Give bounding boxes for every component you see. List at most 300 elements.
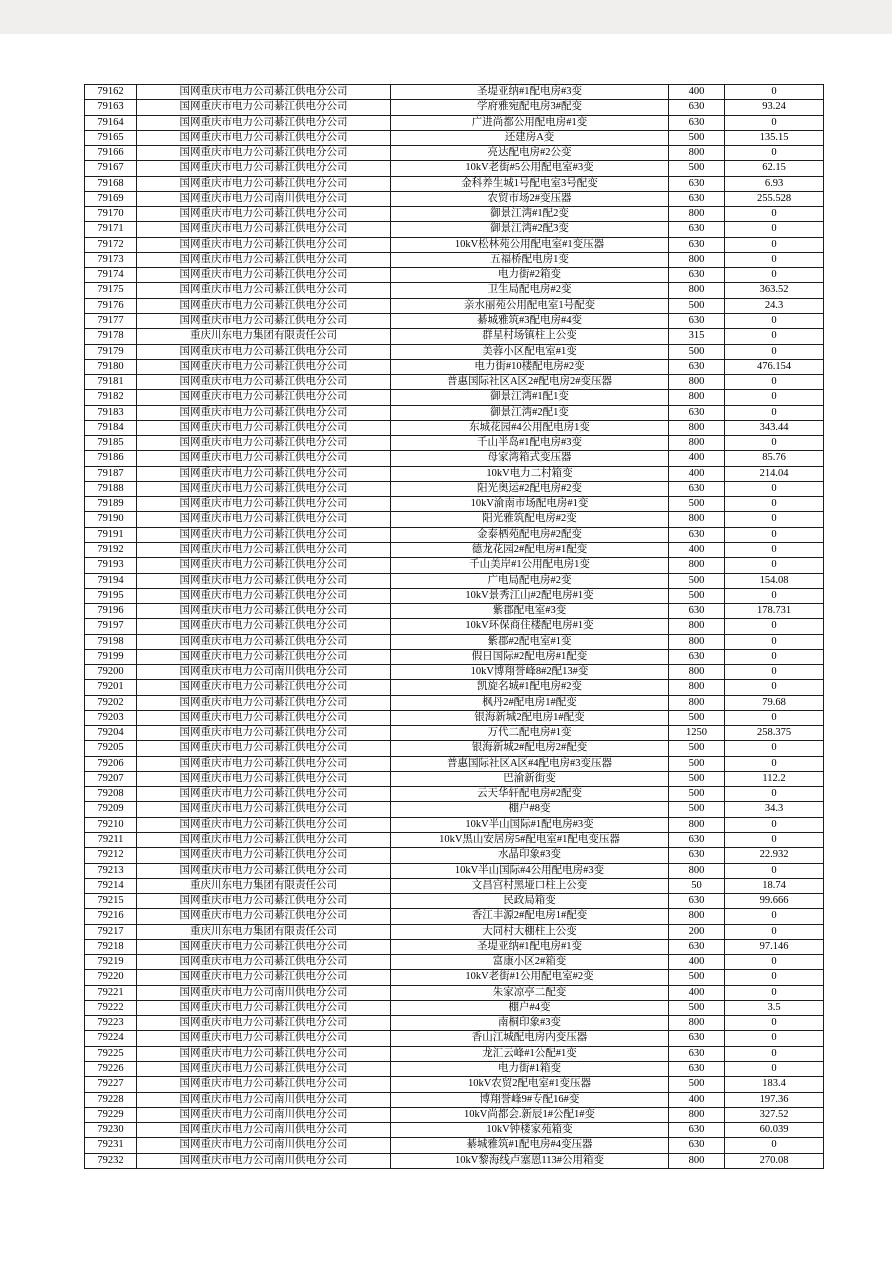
table-row [85,680,824,695]
value-cell: 183.4 [725,1077,824,1092]
capacity-cell: 400 [669,542,725,557]
table-row [85,939,824,954]
facility-name-cell: 紫郡配电室#3变 [391,604,669,619]
company-cell: 国网重庆市电力公司綦江供电分公司 [137,237,391,252]
value-cell: 0 [725,833,824,848]
row-id-cell: 79163 [85,100,137,115]
table-row [85,359,824,374]
table-row [85,817,824,832]
value-cell: 0 [725,1031,824,1046]
table-row [85,924,824,939]
facility-name-cell: 阳光奥运#2配电房#2变 [391,481,669,496]
table-row [85,894,824,909]
company-cell: 国网重庆市电力公司綦江供电分公司 [137,695,391,710]
company-cell: 国网重庆市电力公司綦江供电分公司 [137,894,391,909]
table-row [85,298,824,313]
row-id-cell: 79226 [85,1062,137,1077]
row-id-cell: 79173 [85,252,137,267]
company-cell: 国网重庆市电力公司綦江供电分公司 [137,680,391,695]
facility-name-cell: 10kV黑山安居房5#配电室#1配电变压器 [391,833,669,848]
facility-name-cell: 10kV钟楼家苑箱变 [391,1123,669,1138]
capacity-cell: 400 [669,451,725,466]
row-id-cell: 79202 [85,695,137,710]
company-cell: 国网重庆市电力公司南川供电分公司 [137,1123,391,1138]
row-id-cell: 79179 [85,344,137,359]
row-id-cell: 79224 [85,1031,137,1046]
row-id-cell: 79165 [85,130,137,145]
table-body [85,85,824,1169]
row-id-cell: 79200 [85,665,137,680]
table-row [85,497,824,512]
row-id-cell: 79195 [85,588,137,603]
facility-name-cell: 紫郡#2配电室#1变 [391,634,669,649]
company-cell: 国网重庆市电力公司綦江供电分公司 [137,252,391,267]
capacity-cell: 800 [669,619,725,634]
value-cell: 0 [725,1046,824,1061]
company-cell: 国网重庆市电力公司綦江供电分公司 [137,588,391,603]
facility-name-cell: 卫生局配电房#2变 [391,283,669,298]
facility-name-cell: 广进尚都公用配电房#1变 [391,115,669,130]
capacity-cell: 500 [669,1077,725,1092]
company-cell: 国网重庆市电力公司綦江供电分公司 [137,634,391,649]
row-id-cell: 79222 [85,1000,137,1015]
capacity-cell: 630 [669,1138,725,1153]
value-cell: 0 [725,237,824,252]
company-cell: 国网重庆市电力公司綦江供电分公司 [137,527,391,542]
facility-name-cell: 香山江城配电房内变压器 [391,1031,669,1046]
table-row [85,115,824,130]
company-cell: 国网重庆市电力公司綦江供电分公司 [137,420,391,435]
capacity-cell: 500 [669,344,725,359]
table-row [85,313,824,328]
value-cell: 0 [725,970,824,985]
table-row [85,466,824,481]
capacity-cell: 630 [669,848,725,863]
company-cell: 国网重庆市电力公司綦江供电分公司 [137,604,391,619]
capacity-cell: 500 [669,161,725,176]
capacity-cell: 800 [669,420,725,435]
row-id-cell: 79172 [85,237,137,252]
row-id-cell: 79181 [85,375,137,390]
row-id-cell: 79170 [85,207,137,222]
value-cell: 255.528 [725,191,824,206]
capacity-cell: 50 [669,878,725,893]
capacity-cell: 800 [669,436,725,451]
company-cell: 国网重庆市电力公司綦江供电分公司 [137,390,391,405]
company-cell: 重庆川东电力集团有限责任公司 [137,878,391,893]
company-cell: 国网重庆市电力公司綦江供电分公司 [137,466,391,481]
value-cell: 0 [725,1062,824,1077]
table-row [85,787,824,802]
value-cell: 0 [725,527,824,542]
facility-name-cell: 大同村大棚柱上公变 [391,924,669,939]
capacity-cell: 630 [669,313,725,328]
facility-name-cell: 10kV博翔誉峰8#2配13#变 [391,665,669,680]
facility-name-cell: 枫丹2#配电房1#配变 [391,695,669,710]
value-cell: 0 [725,512,824,527]
value-cell: 363.52 [725,283,824,298]
table-row [85,741,824,756]
value-cell: 0 [725,1016,824,1031]
table-row [85,527,824,542]
value-cell: 0 [725,665,824,680]
company-cell: 国网重庆市电力公司南川供电分公司 [137,1092,391,1107]
table-row [85,405,824,420]
facility-name-cell: 富康小区2#箱变 [391,955,669,970]
table-row [85,985,824,1000]
value-cell: 3.5 [725,1000,824,1015]
row-id-cell: 79232 [85,1153,137,1168]
facility-name-cell: 南桐印象#3变 [391,1016,669,1031]
table-row [85,802,824,817]
table-row [85,1062,824,1077]
value-cell: 62.15 [725,161,824,176]
company-cell: 国网重庆市电力公司綦江供电分公司 [137,619,391,634]
value-cell: 0 [725,313,824,328]
facility-name-cell: 香江丰源2#配电房1#配变 [391,909,669,924]
value-cell: 0 [725,558,824,573]
facility-name-cell: 10kV松林苑公用配电室#1变压器 [391,237,669,252]
facility-name-cell: 电力街#10楼配电房#2变 [391,359,669,374]
row-id-cell: 79206 [85,756,137,771]
top-band [0,0,892,34]
company-cell: 国网重庆市电力公司綦江供电分公司 [137,512,391,527]
table-row [85,588,824,603]
row-id-cell: 79205 [85,741,137,756]
capacity-cell: 800 [669,863,725,878]
row-id-cell: 79197 [85,619,137,634]
facility-name-cell: 金泰栖苑配电房#2配变 [391,527,669,542]
facility-name-cell: 御景江湾#1配2变 [391,207,669,222]
row-id-cell: 79221 [85,985,137,1000]
company-cell: 国网重庆市电力公司綦江供电分公司 [137,1046,391,1061]
table-row [85,1077,824,1092]
company-cell: 国网重庆市电力公司綦江供电分公司 [137,298,391,313]
value-cell: 0 [725,756,824,771]
value-cell: 97.146 [725,939,824,954]
value-cell: 0 [725,680,824,695]
value-cell: 214.04 [725,466,824,481]
capacity-cell: 630 [669,939,725,954]
value-cell: 327.52 [725,1107,824,1122]
company-cell: 国网重庆市电力公司綦江供电分公司 [137,802,391,817]
value-cell: 0 [725,817,824,832]
capacity-cell: 800 [669,1016,725,1031]
facility-name-cell: 棚户#8变 [391,802,669,817]
table-row [85,268,824,283]
company-cell: 国网重庆市电力公司綦江供电分公司 [137,222,391,237]
table-row [85,1107,824,1122]
company-cell: 国网重庆市电力公司綦江供电分公司 [137,451,391,466]
capacity-cell: 800 [669,909,725,924]
row-id-cell: 79166 [85,146,137,161]
row-id-cell: 79210 [85,817,137,832]
capacity-cell: 400 [669,85,725,100]
value-cell: 0 [725,375,824,390]
value-cell: 0 [725,1138,824,1153]
capacity-cell: 630 [669,222,725,237]
row-id-cell: 79218 [85,939,137,954]
facility-name-cell: 10kV电力二村箱变 [391,466,669,481]
facility-name-cell: 棚户#4变 [391,1000,669,1015]
capacity-cell: 630 [669,1123,725,1138]
company-cell: 国网重庆市电力公司綦江供电分公司 [137,375,391,390]
capacity-cell: 400 [669,985,725,1000]
row-id-cell: 79188 [85,481,137,496]
facility-name-cell: 万代二配电房#1变 [391,726,669,741]
capacity-cell: 500 [669,710,725,725]
table-row [85,970,824,985]
capacity-cell: 800 [669,207,725,222]
facility-name-cell: 假日国际#2配电房#1配变 [391,649,669,664]
company-cell: 国网重庆市电力公司綦江供电分公司 [137,1016,391,1031]
row-id-cell: 79185 [85,436,137,451]
value-cell: 0 [725,268,824,283]
company-cell: 国网重庆市电力公司綦江供电分公司 [137,558,391,573]
company-cell: 国网重庆市电力公司綦江供电分公司 [137,313,391,328]
value-cell: 0 [725,955,824,970]
capacity-cell: 630 [669,649,725,664]
company-cell: 国网重庆市电力公司綦江供电分公司 [137,283,391,298]
company-cell: 国网重庆市电力公司綦江供电分公司 [137,161,391,176]
facility-name-cell: 朱家凉亭二配变 [391,985,669,1000]
capacity-cell: 630 [669,100,725,115]
table-row [85,909,824,924]
capacity-cell: 800 [669,558,725,573]
table-row [85,512,824,527]
facility-name-cell: 农贸市场2#变压器 [391,191,669,206]
facility-name-cell: 银海新城2配电房1#配变 [391,710,669,725]
row-id-cell: 79228 [85,1092,137,1107]
value-cell: 112.2 [725,771,824,786]
row-id-cell: 79214 [85,878,137,893]
facility-name-cell: 龙汇云峰#1公配#1变 [391,1046,669,1061]
value-cell: 135.15 [725,130,824,145]
value-cell: 60.039 [725,1123,824,1138]
capacity-cell: 500 [669,1000,725,1015]
company-cell: 国网重庆市电力公司綦江供电分公司 [137,710,391,725]
table-row [85,207,824,222]
table-row [85,237,824,252]
capacity-cell: 500 [669,497,725,512]
company-cell: 国网重庆市电力公司綦江供电分公司 [137,573,391,588]
company-cell: 国网重庆市电力公司綦江供电分公司 [137,771,391,786]
capacity-cell: 500 [669,573,725,588]
table-row [85,878,824,893]
facility-name-cell: 银海新城2#配电房2#配变 [391,741,669,756]
table-row [85,344,824,359]
table-row [85,604,824,619]
row-id-cell: 79209 [85,802,137,817]
table-row [85,252,824,267]
company-cell: 国网重庆市电力公司南川供电分公司 [137,665,391,680]
facility-name-cell: 母家湾箱式变压器 [391,451,669,466]
facility-name-cell: 电力街#2箱变 [391,268,669,283]
capacity-cell: 800 [669,695,725,710]
value-cell: 0 [725,85,824,100]
facility-name-cell: 五福桥配电房1变 [391,252,669,267]
company-cell: 国网重庆市电力公司綦江供电分公司 [137,268,391,283]
company-cell: 重庆川东电力集团有限责任公司 [137,924,391,939]
capacity-cell: 630 [669,359,725,374]
facility-name-cell: 千山半岛#1配电房#3变 [391,436,669,451]
value-cell: 0 [725,344,824,359]
table-row [85,558,824,573]
row-id-cell: 79216 [85,909,137,924]
facility-name-cell: 千山美岸#1公用配电房1变 [391,558,669,573]
row-id-cell: 79212 [85,848,137,863]
company-cell: 国网重庆市电力公司綦江供电分公司 [137,405,391,420]
document-sheet [0,34,892,1262]
table-row [85,329,824,344]
row-id-cell: 79184 [85,420,137,435]
table-row [85,161,824,176]
row-id-cell: 79193 [85,558,137,573]
row-id-cell: 79203 [85,710,137,725]
table-row [85,634,824,649]
capacity-cell: 500 [669,771,725,786]
facility-name-cell: 还建房A变 [391,130,669,145]
facility-name-cell: 圣堤亚纳#1配电房#1变 [391,939,669,954]
row-id-cell: 79186 [85,451,137,466]
capacity-cell: 800 [669,1153,725,1168]
row-id-cell: 79211 [85,833,137,848]
row-id-cell: 79164 [85,115,137,130]
table-row [85,710,824,725]
capacity-cell: 800 [669,665,725,680]
value-cell: 0 [725,390,824,405]
facility-name-cell: 电力街#1箱变 [391,1062,669,1077]
value-cell: 0 [725,710,824,725]
value-cell: 99.666 [725,894,824,909]
row-id-cell: 79162 [85,85,137,100]
table-row [85,481,824,496]
capacity-cell: 630 [669,237,725,252]
facility-name-cell: 学府雅宛配电房3#配变 [391,100,669,115]
company-cell: 国网重庆市电力公司綦江供电分公司 [137,863,391,878]
table-row [85,130,824,145]
value-cell: 34.3 [725,802,824,817]
row-id-cell: 79183 [85,405,137,420]
facility-name-cell: 10kV半山国际#4公用配电房#3变 [391,863,669,878]
company-cell: 国网重庆市电力公司南川供电分公司 [137,1107,391,1122]
table-row [85,85,824,100]
company-cell: 重庆川东电力集团有限责任公司 [137,329,391,344]
value-cell: 0 [725,115,824,130]
company-cell: 国网重庆市电力公司南川供电分公司 [137,985,391,1000]
table-row [85,863,824,878]
facility-name-cell: 广电局配电房#2变 [391,573,669,588]
facility-name-cell: 德龙花园2#配电房#1配变 [391,542,669,557]
facility-name-cell: 水晶印象#3变 [391,848,669,863]
facility-name-cell: 綦城雅筑#3配电房#4变 [391,313,669,328]
value-cell: 0 [725,909,824,924]
facility-name-cell: 10kV半山国际#1配电房#3变 [391,817,669,832]
value-cell: 178.731 [725,604,824,619]
row-id-cell: 79168 [85,176,137,191]
company-cell: 国网重庆市电力公司綦江供电分公司 [137,1062,391,1077]
table-row [85,283,824,298]
value-cell: 154.08 [725,573,824,588]
facility-name-cell: 文昌宫村黑垭口柱上公变 [391,878,669,893]
value-cell: 0 [725,542,824,557]
capacity-cell: 800 [669,146,725,161]
row-id-cell: 79190 [85,512,137,527]
capacity-cell: 630 [669,268,725,283]
capacity-cell: 630 [669,191,725,206]
row-id-cell: 79192 [85,542,137,557]
facility-name-cell: 亲水丽苑公用配电室1号配变 [391,298,669,313]
company-cell: 国网重庆市电力公司綦江供电分公司 [137,436,391,451]
company-cell: 国网重庆市电力公司綦江供电分公司 [137,848,391,863]
company-cell: 国网重庆市电力公司綦江供电分公司 [137,787,391,802]
company-cell: 国网重庆市电力公司綦江供电分公司 [137,542,391,557]
company-cell: 国网重庆市电力公司綦江供电分公司 [137,176,391,191]
table-row [85,1138,824,1153]
row-id-cell: 79223 [85,1016,137,1031]
table-row [85,146,824,161]
data-table [84,84,824,1169]
facility-name-cell: 綦城雅筑#1配电房#4变压器 [391,1138,669,1153]
table-row [85,756,824,771]
capacity-cell: 630 [669,1046,725,1061]
row-id-cell: 79217 [85,924,137,939]
table-row [85,771,824,786]
facility-name-cell: 10kV渝南市场配电房#1变 [391,497,669,512]
value-cell: 0 [725,207,824,222]
value-cell: 22.932 [725,848,824,863]
capacity-cell: 800 [669,1107,725,1122]
row-id-cell: 79196 [85,604,137,619]
facility-name-cell: 普惠国际社区A区2#配电房2#变压器 [391,375,669,390]
company-cell: 国网重庆市电力公司綦江供电分公司 [137,115,391,130]
facility-name-cell: 群星村场镇柱上公变 [391,329,669,344]
capacity-cell: 630 [669,527,725,542]
company-cell: 国网重庆市电力公司綦江供电分公司 [137,497,391,512]
table-row [85,191,824,206]
company-cell: 国网重庆市电力公司綦江供电分公司 [137,833,391,848]
company-cell: 国网重庆市电力公司綦江供电分公司 [137,1077,391,1092]
facility-name-cell: 美蓉小区配电室#1变 [391,344,669,359]
row-id-cell: 79167 [85,161,137,176]
row-id-cell: 79198 [85,634,137,649]
capacity-cell: 400 [669,955,725,970]
value-cell: 258.375 [725,726,824,741]
facility-name-cell: 云天华轩配电房#2配变 [391,787,669,802]
table-row [85,390,824,405]
capacity-cell: 800 [669,375,725,390]
facility-name-cell: 御景江湾#2配1变 [391,405,669,420]
row-id-cell: 79215 [85,894,137,909]
capacity-cell: 500 [669,298,725,313]
facility-name-cell: 10kV黎海线卢塞恩113#公用箱变 [391,1153,669,1168]
row-id-cell: 79231 [85,1138,137,1153]
value-cell: 0 [725,252,824,267]
facility-name-cell: 巴渝新街变 [391,771,669,786]
value-cell: 85.76 [725,451,824,466]
value-cell: 0 [725,741,824,756]
facility-name-cell: 10kV环保商住楼配电房#1变 [391,619,669,634]
row-id-cell: 79213 [85,863,137,878]
row-id-cell: 79191 [85,527,137,542]
company-cell: 国网重庆市电力公司綦江供电分公司 [137,955,391,970]
value-cell: 343.44 [725,420,824,435]
capacity-cell: 500 [669,970,725,985]
capacity-cell: 800 [669,390,725,405]
capacity-cell: 630 [669,481,725,496]
table-row [85,1123,824,1138]
table-row [85,542,824,557]
